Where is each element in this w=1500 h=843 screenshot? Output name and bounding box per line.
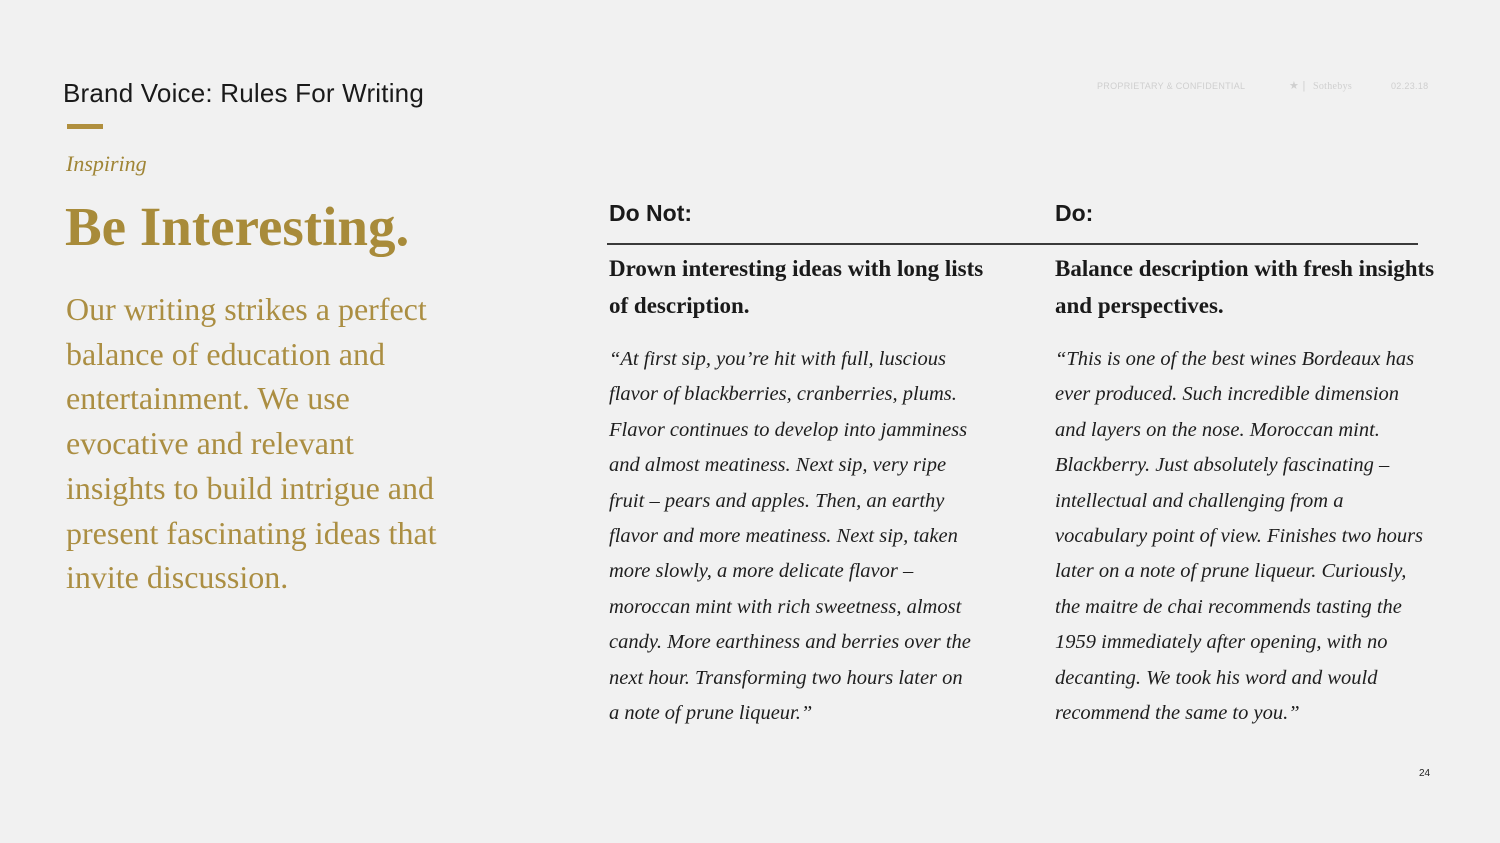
- do-example: “This is one of the best wines Bordeaux has ever produced. Such incredible dimension and layers on the nose. Moroccan mint. Blackberry. Just absolutely fascinating – intellectual and challenging from a vocabulary point of view. Finishes two hours later on a note of prune liqueur. Curiously, the maitre de chai recommends tasting the 1959 immediately after opening, with no decanting. We took his word and would recommend the same to you.”: [1055, 348, 1424, 725]
- slide-title: Brand Voice: Rules For Writing: [63, 78, 424, 108]
- title-accent-rule: [67, 124, 103, 129]
- star-icon: ★ |: [1289, 80, 1306, 92]
- do-not-example: “At first sip, you’re hit with full, luscious flavor of blackberries, cranberries, plums. Flavor continues to develop into jamminess and almost meatiness. Next sip, very ripe fruit – pears and apples. Then, an earthy flavor and more meatiness. Next sip, taken more slowly, a more delicate flavor – moroccan mint with rich sweetness, almost candy. More earthiness and berries over the next hour. Transforming two hours later on a note of prune liqueur.”: [609, 348, 971, 725]
- do-heading: Do:: [1055, 200, 1094, 226]
- eyebrow-label: Inspiring: [66, 151, 147, 176]
- intro-paragraph: Our writing strikes a perfect balance of education and entertainment. We use evocative and relevant insights to build intrigue and present fascinating ideas that invite discussion.: [66, 291, 437, 596]
- page-headline: Be Interesting.: [65, 196, 410, 257]
- do-not-heading: Do Not:: [609, 200, 693, 226]
- do-summary: Balance description with fresh insights and perspectives.: [1055, 256, 1435, 318]
- header-date: 02.23.18: [1391, 81, 1429, 91]
- do-not-summary: Drown interesting ideas with long lists of description.: [609, 256, 984, 318]
- confidential-label: PROPRIETARY & CONFIDENTIAL: [1097, 81, 1246, 91]
- page-number: 24: [1419, 768, 1431, 779]
- brand-wordmark: Sothebys: [1313, 81, 1353, 92]
- column-divider: [607, 243, 1418, 245]
